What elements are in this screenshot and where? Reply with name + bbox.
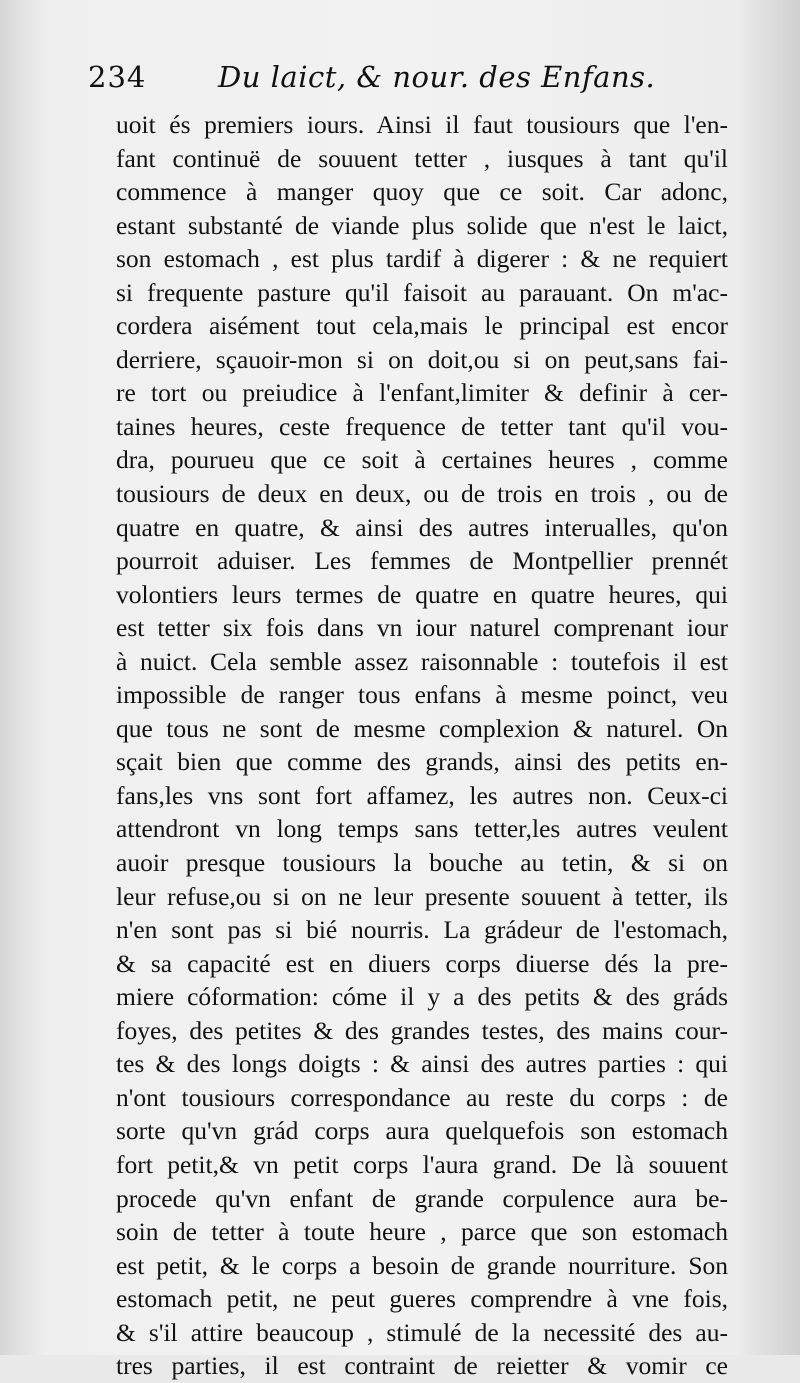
text-line: & sa capacité est en diuers corps diuerse dés la pre-: [116, 948, 728, 978]
text-line: tres parties, il est contraint de reietter & vomir ce: [116, 1351, 728, 1381]
text-line: tes & des longs doigts : & ainsi des autres parties : qui: [116, 1049, 728, 1079]
text-line: à nuict. Cela semble assez raisonnable : toutefois il est: [116, 646, 728, 676]
text-line: impossible de ranger tous enfans à mesme poinct, veu: [116, 680, 728, 710]
text-line: fant continuë de souuent tetter , iusques à tant qu'il: [116, 143, 728, 173]
text-line: n'ont tousiours correspondance au reste du corps : de: [116, 1082, 728, 1112]
page-number: 234: [88, 60, 147, 94]
text-line: dra, pourueu que ce soit à certaines heures , comme: [116, 445, 728, 475]
text-line: attendront vn long temps sans tetter,les autres veulent: [116, 814, 728, 844]
text-line: quatre en quatre, & ainsi des autres interualles, qu'on: [116, 512, 728, 542]
text-line: fort petit,& vn petit corps l'aura grand. De là souuent: [116, 1149, 728, 1179]
text-line: si frequente pasture qu'il faisoit au parauant. On m'ac-: [116, 277, 728, 307]
page-header: [88, 60, 728, 104]
running-head: Du laict, & nour. des Enfans.: [218, 60, 656, 94]
text-line: re tort ou preiudice à l'enfant,limiter & definir à cer-: [116, 378, 728, 408]
text-line: auoir presque tousiours la bouche au tetin, & si on: [116, 848, 728, 878]
text-line: miere cóformation: cóme il y a des petits & des gráds: [116, 982, 728, 1012]
text-line: cordera aisément tout cela,mais le principal est encor: [116, 311, 728, 341]
text-line: est tetter six fois dans vn iour naturel comprenant iour: [116, 613, 728, 643]
text-line: & s'il attire beaucoup , stimulé de la necessité des au-: [116, 1317, 728, 1347]
text-line: estomach petit, ne peut gueres comprendre à vne fois,: [116, 1284, 728, 1314]
body-text: [116, 108, 728, 1383]
text-line: foyes, des petites & des grandes testes, des mains cour-: [116, 1015, 728, 1045]
text-line: leur refuse,ou si on ne leur presente souuent à tetter, ils: [116, 881, 728, 911]
text-line: sorte qu'vn grád corps aura quelquefois son estomach: [116, 1116, 728, 1146]
text-line: tousiours de deux en deux, ou de trois en trois , ou de: [116, 479, 728, 509]
text-line: commence à manger quoy que ce soit. Car adonc,: [116, 177, 728, 207]
text-line: n'en sont pas si bié nourris. La grádeur de l'estomach,: [116, 915, 728, 945]
text-line: soin de tetter à toute heure , parce que son estomach: [116, 1217, 728, 1247]
text-line: volontiers leurs termes de quatre en quatre heures, qui: [116, 579, 728, 609]
text-line: derriere, sçauoir-mon si on doit,ou si on peut,sans fai-: [116, 344, 728, 374]
text-line: est petit, & le corps a besoin de grande nourriture. Son: [116, 1250, 728, 1280]
text-line: fans,les vns sont fort affamez, les autres non. Ceux-ci: [116, 780, 728, 810]
text-line: estant substanté de viande plus solide que n'est le laict,: [116, 210, 728, 240]
text-line: procede qu'vn enfant de grande corpulence aura be-: [116, 1183, 728, 1213]
text-line: uoit és premiers iours. Ainsi il faut tousiours que l'en-: [116, 110, 728, 139]
text-line: que tous ne sont de mesme complexion & naturel. On: [116, 713, 728, 743]
text-line: son estomach , est plus tardif à digerer : & ne requiert: [116, 244, 728, 274]
text-line: sçait bien que comme des grands, ainsi des petits en-: [116, 747, 728, 777]
text-line: pourroit aduiser. Les femmes de Montpellier prennét: [116, 546, 728, 576]
text-line: taines heures, ceste frequence de tetter tant qu'il vou-: [116, 411, 728, 441]
